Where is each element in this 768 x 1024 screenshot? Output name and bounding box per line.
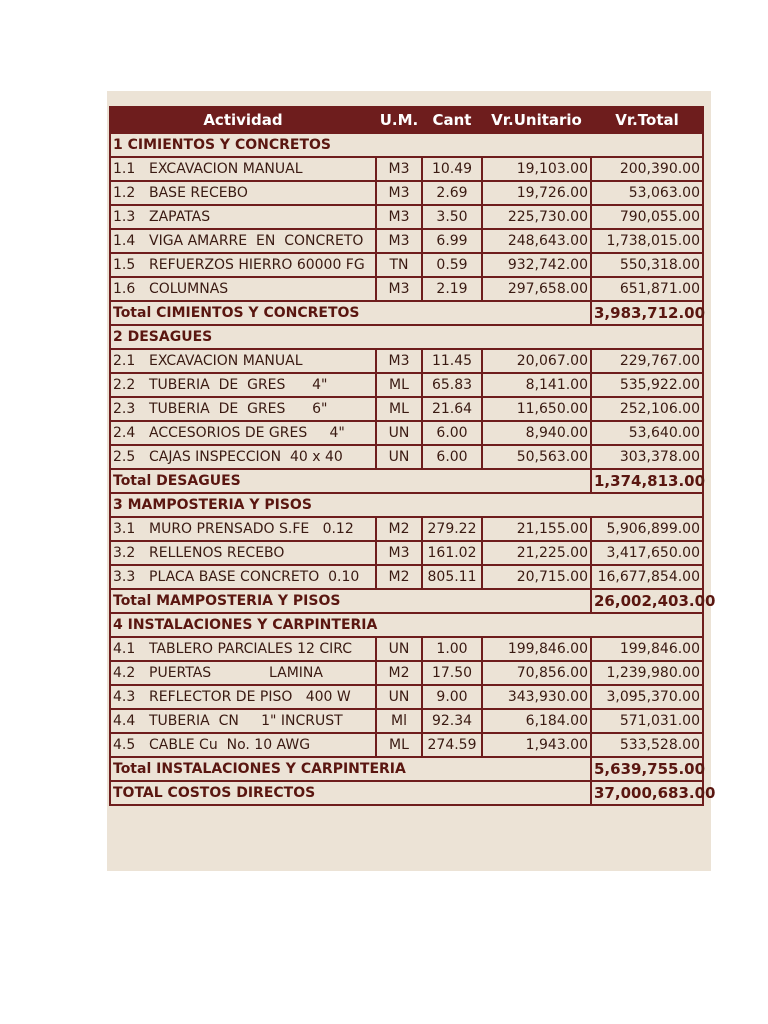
section-total-label: Total CIMIENTOS Y CONCRETOS [110,301,591,325]
activity-cell [110,637,376,661]
item-total: 790,055.00 [591,205,703,229]
item-code: 4.1 [113,641,136,657]
section-row [110,325,703,349]
activity-cell [110,397,376,421]
item-name: REFUERZOS HIERRO 60000 FG [149,257,365,273]
activity-cell [110,277,376,301]
table-row [110,157,703,181]
item-total: 5,906,899.00 [591,517,703,541]
table-row [110,685,703,709]
activity-cell [110,253,376,277]
grand-total-value: 37,000,683.00 [591,781,703,805]
item-name: BASE RECEBO [149,185,248,201]
activity-cell [110,565,376,589]
table-row [110,397,703,421]
table-row [110,373,703,397]
item-um: M3 [376,229,422,253]
item-code: 1.6 [113,281,136,297]
item-um: UN [376,637,422,661]
section-title: 4 INSTALACIONES Y CARPINTERIA [110,613,703,637]
item-um: ML [376,733,422,757]
item-cant: 9.00 [422,685,482,709]
table-row [110,205,703,229]
item-code: 2.2 [113,377,136,393]
activity-cell [110,733,376,757]
table-row [110,421,703,445]
item-total: 199,846.00 [591,637,703,661]
budget-table [109,106,716,806]
item-cant: 6.00 [422,421,482,445]
item-um: M3 [376,541,422,565]
item-code: 3.3 [113,569,136,585]
item-um: ML [376,373,422,397]
header-total: Vr.Total [591,107,703,133]
item-unit-price: 19,103.00 [482,157,591,181]
header-cant: Cant [422,107,482,133]
item-name: CAJAS INSPECCION 40 x 40 [149,449,343,465]
section-total-label: Total MAMPOSTERIA Y PISOS [110,589,591,613]
section-total-value: 5,639,755.00 [591,757,703,781]
item-code: 1.1 [113,161,136,177]
section-total-label: Total INSTALACIONES Y CARPINTERIA [110,757,591,781]
item-name: VIGA AMARRE EN CONCRETO [149,233,364,249]
section-title: 3 MAMPOSTERIA Y PISOS [110,493,703,517]
section-total-row [110,469,703,493]
item-unit-price: 297,658.00 [482,277,591,301]
grand-total-label: TOTAL COSTOS DIRECTOS [110,781,591,805]
table-row [110,733,703,757]
activity-cell [110,205,376,229]
item-unit-price: 343,930.00 [482,685,591,709]
item-cant: 2.69 [422,181,482,205]
activity-cell [110,709,376,733]
item-cant: 17.50 [422,661,482,685]
activity-cell [110,229,376,253]
item-name: CABLE Cu No. 10 AWG [149,737,311,753]
item-um: M2 [376,661,422,685]
activity-cell [110,685,376,709]
item-um: M2 [376,565,422,589]
activity-cell [110,661,376,685]
item-total: 3,417,650.00 [591,541,703,565]
section-total-value: 1,374,813.00 [591,469,703,493]
section-total-row [110,757,703,781]
item-name: TUBERIA DE GRES 6" [149,401,328,417]
section-total-value: 3,983,712.00 [591,301,703,325]
item-cant: 805.11 [422,565,482,589]
item-unit-price: 225,730.00 [482,205,591,229]
item-total: 229,767.00 [591,349,703,373]
item-total: 303,378.00 [591,445,703,469]
item-name: TUBERIA DE GRES 4" [149,377,328,393]
item-total: 1,239,980.00 [591,661,703,685]
activity-cell [110,373,376,397]
item-um: TN [376,253,422,277]
item-cant: 65.83 [422,373,482,397]
activity-cell [110,445,376,469]
item-name: REFLECTOR DE PISO 400 W [149,689,351,705]
item-total: 252,106.00 [591,397,703,421]
table-row [110,637,703,661]
item-cant: 92.34 [422,709,482,733]
item-code: 1.5 [113,257,136,273]
activity-cell [110,421,376,445]
item-total: 200,390.00 [591,157,703,181]
section-total-row [110,589,703,613]
item-total: 533,528.00 [591,733,703,757]
table-row [110,541,703,565]
item-total: 53,063.00 [591,181,703,205]
item-cant: 279.22 [422,517,482,541]
activity-cell [110,181,376,205]
header-um: U.M. [376,107,422,133]
item-code: 2.1 [113,353,136,369]
header-unitario: Vr.Unitario [482,107,591,133]
table-row [110,661,703,685]
item-unit-price: 6,184.00 [482,709,591,733]
item-um: UN [376,685,422,709]
item-unit-price: 50,563.00 [482,445,591,469]
item-um: Ml [376,709,422,733]
item-total: 550,318.00 [591,253,703,277]
item-name: ZAPATAS [149,209,211,225]
section-row [110,493,703,517]
table-row [110,253,703,277]
item-unit-price: 70,856.00 [482,661,591,685]
table-row [110,565,703,589]
item-name: PUERTAS LAMINA [149,665,323,681]
item-code: 2.5 [113,449,136,465]
activity-cell [110,517,376,541]
item-cant: 2.19 [422,277,482,301]
grand-total-row [110,781,703,805]
table-row [110,517,703,541]
item-um: M3 [376,277,422,301]
item-total: 53,640.00 [591,421,703,445]
item-unit-price: 20,715.00 [482,565,591,589]
item-cant: 10.49 [422,157,482,181]
item-unit-price: 19,726.00 [482,181,591,205]
item-unit-price: 932,742.00 [482,253,591,277]
item-code: 3.2 [113,545,136,561]
item-cant: 21.64 [422,397,482,421]
section-row [110,613,703,637]
item-name: PLACA BASE CONCRETO 0.10 [149,569,360,585]
item-name: EXCAVACION MANUAL [149,353,303,369]
budget-body [110,133,716,805]
item-unit-price: 1,943.00 [482,733,591,757]
item-total: 1,738,015.00 [591,229,703,253]
item-total: 571,031.00 [591,709,703,733]
item-unit-price: 248,643.00 [482,229,591,253]
section-title: 2 DESAGUES [110,325,703,349]
table-row [110,349,703,373]
item-code: 1.2 [113,185,136,201]
item-unit-price: 8,940.00 [482,421,591,445]
item-um: M3 [376,181,422,205]
item-name: TABLERO PARCIALES 12 CIRC [149,641,353,657]
item-code: 2.4 [113,425,136,441]
item-unit-price: 11,650.00 [482,397,591,421]
item-name: RELLENOS RECEBO [149,545,285,561]
activity-cell [110,349,376,373]
table-row [110,181,703,205]
item-cant: 3.50 [422,205,482,229]
item-um: UN [376,445,422,469]
item-code: 3.1 [113,521,136,537]
item-cant: 11.45 [422,349,482,373]
item-total: 3,095,370.00 [591,685,703,709]
item-cant: 0.59 [422,253,482,277]
header-actividad: Actividad [110,107,376,133]
item-unit-price: 8,141.00 [482,373,591,397]
item-um: M2 [376,517,422,541]
item-cant: 6.00 [422,445,482,469]
item-code: 2.3 [113,401,136,417]
section-total-row [110,301,703,325]
item-um: M3 [376,349,422,373]
section-total-label: Total DESAGUES [110,469,591,493]
item-code: 4.5 [113,737,136,753]
item-total: 535,922.00 [591,373,703,397]
item-um: UN [376,421,422,445]
item-um: M3 [376,157,422,181]
item-name: ACCESORIOS DE GRES 4" [149,425,345,441]
item-name: COLUMNAS [149,281,229,297]
section-total-value: 26,002,403.00 [591,589,703,613]
item-name: EXCAVACION MANUAL [149,161,303,177]
item-total: 16,677,854.00 [591,565,703,589]
activity-cell [110,541,376,565]
item-code: 1.4 [113,233,136,249]
item-um: M3 [376,205,422,229]
item-name: MURO PRENSADO S.FE 0.12 [149,521,354,537]
item-cant: 161.02 [422,541,482,565]
table-row [110,445,703,469]
item-unit-price: 21,155.00 [482,517,591,541]
item-unit-price: 21,225.00 [482,541,591,565]
item-name: TUBERIA CN 1" INCRUST [149,713,343,729]
item-cant: 274.59 [422,733,482,757]
item-code: 1.3 [113,209,136,225]
section-title: 1 CIMIENTOS Y CONCRETOS [110,133,703,157]
section-row [110,133,703,157]
item-total: 651,871.00 [591,277,703,301]
item-cant: 6.99 [422,229,482,253]
header-row [110,107,703,133]
item-code: 4.4 [113,713,136,729]
table-row [110,709,703,733]
item-code: 4.2 [113,665,136,681]
item-code: 4.3 [113,689,136,705]
item-unit-price: 199,846.00 [482,637,591,661]
activity-cell [110,157,376,181]
table-row [110,229,703,253]
table-row [110,277,703,301]
item-unit-price: 20,067.00 [482,349,591,373]
item-cant: 1.00 [422,637,482,661]
item-um: ML [376,397,422,421]
